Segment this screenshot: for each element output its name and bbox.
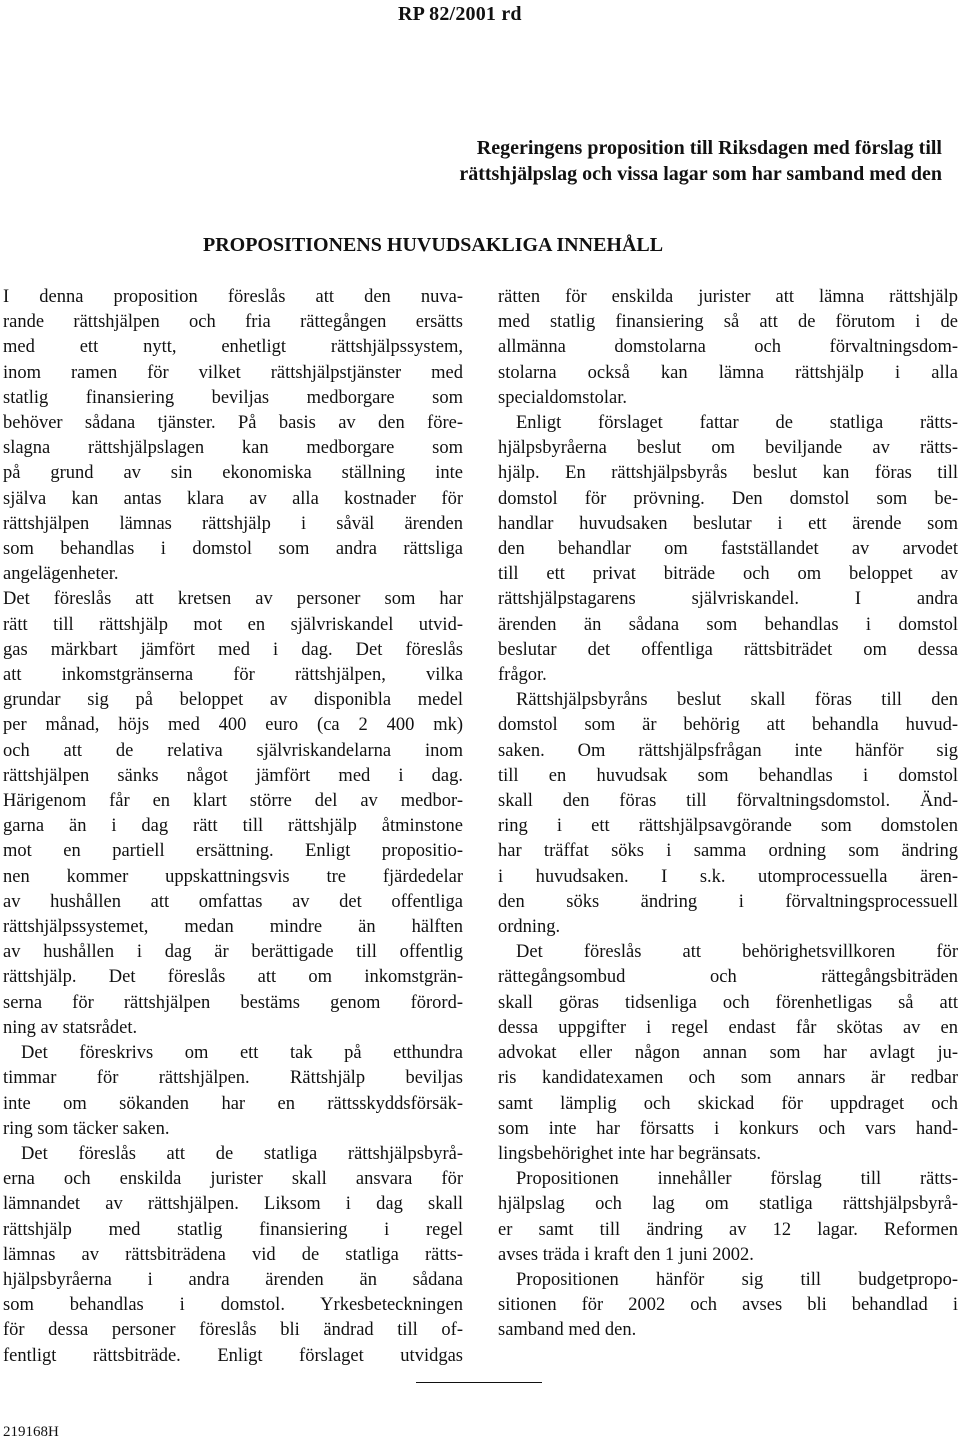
text-line: rättshjälp med statlig finansiering i regel bbox=[3, 1219, 463, 1240]
text-line: frågor. bbox=[498, 665, 547, 686]
text-line: beslutar det offentliga rättsbiträdet om dessa bbox=[498, 639, 958, 660]
text-line: Det föreslås att kretsen av personer som har bbox=[3, 589, 463, 610]
text-line: med statlig finansiering så att de förutom i de bbox=[498, 312, 958, 333]
text-line: nen kommer uppskattningsvis tre fjärdedelar bbox=[3, 866, 463, 887]
text-line: rätt till rättshjälp mot en självriskandel utvid- bbox=[3, 614, 463, 635]
text-line: den söks ändring i förvaltningsprocessuell bbox=[498, 891, 958, 912]
text-line: allmänna domstolarna och förvaltningsdom- bbox=[498, 337, 958, 358]
text-line: av hushållen i dag är berättigade till offentlig bbox=[3, 942, 463, 963]
text-line: domstol som är behörig att behandla huvud- bbox=[498, 715, 958, 736]
text-line: som behandlas i domstol. Yrkesbeteckningen bbox=[3, 1295, 463, 1316]
paragraph bbox=[498, 411, 958, 688]
text-line: serna för rättshjälpen bestäms genom förord- bbox=[3, 992, 463, 1013]
title-line-2: rättshjälpslag och vissa lagar som har samband med den bbox=[459, 163, 942, 185]
section-heading: PROPOSITIONENS HUVUDSAKLIGA INNEHÅLL bbox=[203, 234, 664, 256]
text-line: av hushållen att omfattas av det offentliga bbox=[3, 891, 463, 912]
text-line: behöver sådana tjänster. På basis av den före- bbox=[3, 413, 463, 434]
text-line: mot en partiell ersättning. Enligt propositio- bbox=[3, 841, 463, 862]
text-line: sitionen för 2002 och avses bli behandlad i bbox=[498, 1295, 958, 1316]
text-line: rande rättshjälpen och fria rättegången ersätts bbox=[3, 312, 463, 333]
text-line: ris kandidatexamen och som annars är redbar bbox=[498, 1068, 958, 1089]
title-line-1: Regeringens proposition till Riksdagen med förslag till bbox=[476, 137, 942, 159]
text-line: själva kan antas klara av alla kostnader för bbox=[3, 488, 463, 509]
text-line: I denna proposition föreslås att den nuva- bbox=[3, 287, 463, 307]
text-line: som behandlas i domstol som andra rättsliga bbox=[3, 539, 463, 560]
end-rule bbox=[416, 1382, 542, 1383]
text-line: statlig finansiering beviljas medborgare som bbox=[3, 387, 463, 408]
document-id: RP 82/2001 rd bbox=[398, 3, 522, 25]
right-column bbox=[498, 285, 958, 1344]
paragraph bbox=[3, 1041, 463, 1142]
text-line: i huvudsaken. I s.k. utomprocessuella ären- bbox=[498, 866, 958, 887]
text-line: Propositionen hänför sig till budgetpropo- bbox=[516, 1269, 958, 1290]
text-line: och att de relativa självriskandelarna inom bbox=[3, 740, 463, 761]
paragraph bbox=[498, 940, 958, 1167]
text-line: Härigenom får en klart större del av medbor- bbox=[3, 791, 463, 812]
text-line: samband med den. bbox=[498, 1320, 637, 1341]
left-column bbox=[3, 285, 463, 1369]
text-line: rättshjälpen lämnas rättshjälp i såväl ärenden bbox=[3, 513, 463, 534]
text-line: inom ramen för vilket rättshjälpstjänster med bbox=[3, 362, 463, 383]
text-line: lingsbehörighet inte har begränsats. bbox=[498, 1143, 762, 1164]
text-line: avses träda i kraft den 1 juni 2002. bbox=[498, 1244, 754, 1265]
text-line: skall göras tidsenliga och förenhetligas så att bbox=[498, 992, 958, 1013]
text-line: erna och enskilda jurister skall ansvara för bbox=[3, 1169, 463, 1190]
text-line: Det föreslås att de statliga rättshjälpsbyrå- bbox=[21, 1143, 463, 1164]
paragraph bbox=[498, 285, 958, 411]
text-line: Propositionen innehåller förslag till rätts- bbox=[516, 1169, 958, 1190]
text-line: på grund av sin ekonomiska ställning inte bbox=[3, 463, 463, 484]
text-line: ärenden än sådana som behandlas i domstol bbox=[498, 614, 958, 635]
text-line: lämnandet av rättshjälpen. Liksom i dag skall bbox=[3, 1194, 463, 1215]
paragraph bbox=[3, 285, 463, 587]
text-line: för dessa personer föreslås bli ändrad till of- bbox=[3, 1320, 463, 1341]
text-line: hjälpsbyråerna beslut om beviljande av rätts- bbox=[498, 438, 958, 459]
paragraph bbox=[3, 587, 463, 1041]
text-line: Det föreskrivs om ett tak på etthundra bbox=[21, 1043, 463, 1064]
text-line: ning av statsrådet. bbox=[3, 1017, 138, 1038]
text-line: rätten för enskilda jurister att lämna rättshjälp bbox=[498, 287, 958, 307]
text-line: slagna rättshjälpslagen kan medborgare som bbox=[3, 438, 463, 459]
text-line: lämnas av rättsbiträdena vid de statliga rätts- bbox=[3, 1244, 463, 1265]
paragraph bbox=[498, 1268, 958, 1344]
text-line: hjälp. En rättshjälpsbyrås beslut kan föras till bbox=[498, 463, 958, 484]
text-line: hjälpsbyråerna i andra ärenden än sådana bbox=[3, 1269, 463, 1290]
text-line: den behandlar om fastställandet av arvodet bbox=[498, 539, 958, 560]
text-line: till ett privat biträde och om beloppet av bbox=[498, 564, 958, 585]
text-line: saken. Om rättshjälpsfrågan inte hänför sig bbox=[498, 740, 958, 761]
paragraph bbox=[3, 1142, 463, 1369]
text-line: stolarna också kan lämna rättshjälp i alla bbox=[498, 362, 958, 383]
text-line: till en huvudsak som behandlas i domstol bbox=[498, 765, 958, 786]
text-line: gas märkbart jämfört med i dag. Det föreslås bbox=[3, 639, 463, 660]
paragraph bbox=[498, 688, 958, 940]
proposition-title bbox=[222, 135, 942, 187]
text-line: Det föreslås att behörighetsvillkoren för bbox=[516, 942, 958, 963]
text-line: rättegångsombud och rättegångsbiträden bbox=[498, 967, 958, 988]
text-line: advokat eller någon annan som har avlagt ju- bbox=[498, 1043, 958, 1064]
text-line: garna än i dag rätt till rättshjälp åtminstone bbox=[3, 816, 463, 837]
text-line: fentligt rättsbiträde. Enligt förslaget utvidgas bbox=[3, 1345, 463, 1366]
text-line: att inkomstgränserna för rättshjälpen, vilka bbox=[3, 665, 463, 686]
text-line: ring i ett rättshjälpsavgörande som domstolen bbox=[498, 816, 958, 837]
text-line: domstol för prövning. Den domstol som be- bbox=[498, 488, 958, 509]
text-line: timmar för rättshjälpen. Rättshjälp beviljas bbox=[3, 1068, 463, 1089]
text-line: grundar sig på beloppet av disponibla medel bbox=[3, 690, 463, 711]
text-line: dessa uppgifter i regel endast får skötas av en bbox=[498, 1017, 958, 1038]
text-line: ordning. bbox=[498, 917, 561, 938]
text-line: samt lämplig och skickad för uppdraget och bbox=[498, 1093, 958, 1114]
text-line: inte om sökanden har en rättsskyddsförsäk- bbox=[3, 1093, 463, 1114]
text-line: ring som täcker saken. bbox=[3, 1118, 170, 1139]
footer-code: 219168H bbox=[3, 1424, 59, 1440]
text-line: skall den föras till förvaltningsdomstol. Änd- bbox=[498, 791, 958, 812]
text-line: har träffat söks i samma ordning som ändring bbox=[498, 841, 958, 862]
text-line: specialdomstolar. bbox=[498, 387, 627, 408]
text-line: per månad, höjs med 400 euro (ca 2 400 mk) bbox=[3, 715, 463, 736]
text-line: som inte har försatts i konkurs och vars hand- bbox=[498, 1118, 958, 1139]
text-line: er samt till ändring av 12 lagar. Reformen bbox=[498, 1219, 958, 1240]
text-line: rättshjälpssystemet, medan mindre än hälften bbox=[3, 917, 463, 938]
text-line: Rättshjälpsbyråns beslut skall föras till den bbox=[516, 690, 958, 711]
text-line: rättshjälpen sänks något jämfört med i dag. bbox=[3, 765, 463, 786]
text-line: med ett nytt, enhetligt rättshjälpssystem, bbox=[3, 337, 463, 358]
text-line: rättshjälp. Det föreslås att om inkomstgrän- bbox=[3, 967, 463, 988]
text-line: angelägenheter. bbox=[3, 564, 119, 585]
text-line: handlar huvudsaken beslutar i ett ärende som bbox=[498, 513, 958, 534]
text-line: Enligt förslaget fattar de statliga rätts- bbox=[516, 413, 958, 434]
text-line: rättshjälpstagarens självriskandel. I andra bbox=[498, 589, 958, 610]
text-line: hjälpslag och lag om statliga rättshjälpsbyrå- bbox=[498, 1194, 958, 1215]
paragraph bbox=[498, 1167, 958, 1268]
